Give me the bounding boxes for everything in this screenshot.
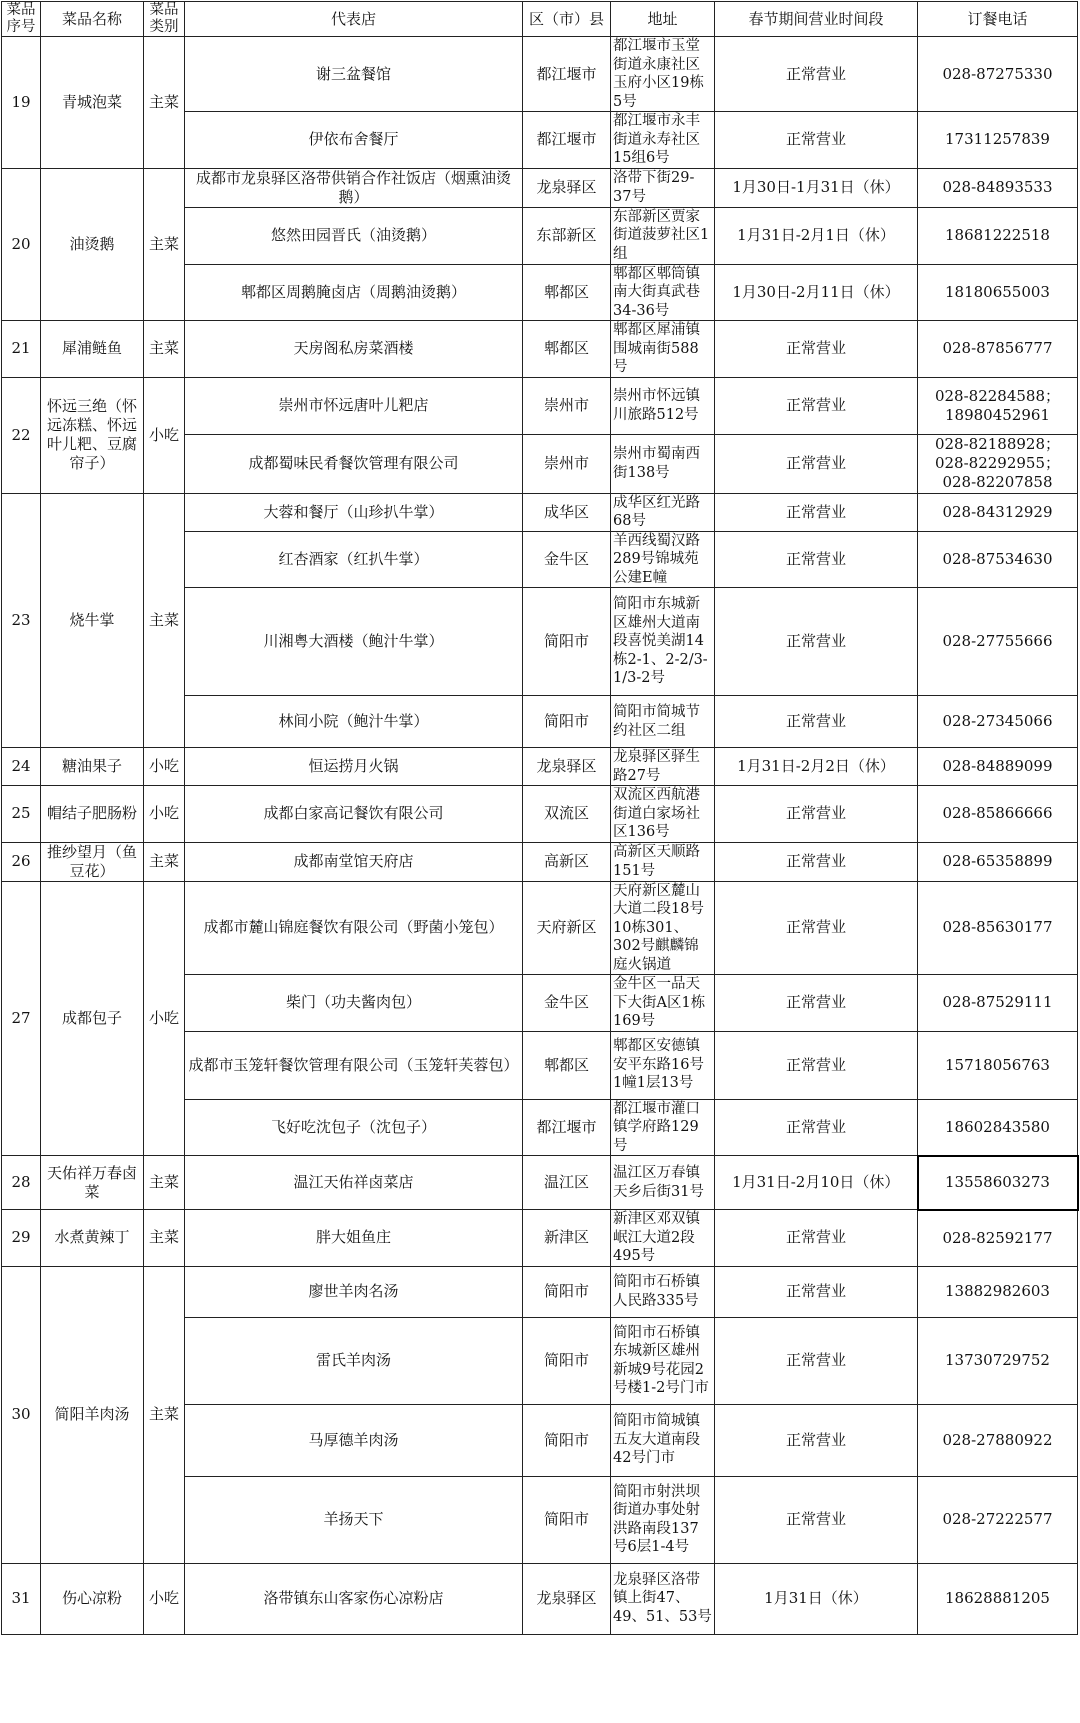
address-cell: 简阳市石桥镇东城新区雄州新城9号花园2号楼1-2号门市 bbox=[611, 1317, 715, 1404]
dish-number-cell: 31 bbox=[2, 1563, 41, 1634]
table-row bbox=[2, 377, 1078, 434]
address-cell: 都江堰市永丰街道永寿社区15组6号 bbox=[611, 112, 715, 169]
phone-cell: 13882982603 bbox=[918, 1266, 1078, 1317]
holiday-hours-cell: 正常营业 bbox=[715, 434, 918, 493]
holiday-hours-cell: 1月31日-2月2日（休） bbox=[715, 748, 918, 786]
shop-name-cell: 郫都区周鹅腌卤店（周鹅油烫鹅） bbox=[185, 264, 523, 321]
dish-type-cell: 主菜 bbox=[144, 321, 185, 378]
holiday-hours-cell: 正常营业 bbox=[715, 1317, 918, 1404]
dish-name-cell: 简阳羊肉汤 bbox=[41, 1266, 144, 1563]
dish-type-cell: 小吃 bbox=[144, 1563, 185, 1634]
dish-name-cell: 推纱望月（鱼豆花） bbox=[41, 842, 144, 881]
dish-number-cell: 27 bbox=[2, 881, 41, 1156]
district-cell: 东部新区 bbox=[523, 207, 611, 264]
header-address: 地址 bbox=[611, 2, 715, 37]
address-cell: 崇州市蜀南西街138号 bbox=[611, 434, 715, 493]
phone-cell: 028-87529111 bbox=[918, 975, 1078, 1032]
dish-number-cell: 20 bbox=[2, 168, 41, 321]
table-row bbox=[2, 842, 1078, 881]
district-cell: 都江堰市 bbox=[523, 1099, 611, 1156]
address-cell: 简阳市射洪坝街道办事处射洪路南段137号6层1-4号 bbox=[611, 1476, 715, 1563]
holiday-hours-cell: 正常营业 bbox=[715, 588, 918, 696]
holiday-hours-cell: 正常营业 bbox=[715, 112, 918, 169]
shop-name-cell: 成都白家高记餐饮有限公司 bbox=[185, 786, 523, 843]
phone-cell: 028-87856777 bbox=[918, 321, 1078, 378]
holiday-hours-cell: 1月31日（休） bbox=[715, 1563, 918, 1634]
dish-number-cell: 22 bbox=[2, 377, 41, 493]
header-dish-type: 菜品类别 bbox=[144, 2, 185, 37]
shop-name-cell: 马厚德羊肉汤 bbox=[185, 1404, 523, 1476]
district-cell: 龙泉驿区 bbox=[523, 1563, 611, 1634]
district-cell: 简阳市 bbox=[523, 1266, 611, 1317]
holiday-hours-cell: 正常营业 bbox=[715, 531, 918, 588]
holiday-hours-cell: 正常营业 bbox=[715, 975, 918, 1032]
phone-cell: 028-85866666 bbox=[918, 786, 1078, 843]
dish-name-cell: 糖油果子 bbox=[41, 748, 144, 786]
header-district: 区（市）县 bbox=[523, 2, 611, 37]
district-cell: 龙泉驿区 bbox=[523, 748, 611, 786]
shop-name-cell: 伊依布舍餐厅 bbox=[185, 112, 523, 169]
phone-cell: 028-85630177 bbox=[918, 881, 1078, 975]
table-row bbox=[2, 1266, 1078, 1317]
dish-number-cell: 21 bbox=[2, 321, 41, 378]
phone-cell: 028-27755666 bbox=[918, 588, 1078, 696]
phone-cell: 028-82188928；028-82292955；028-82207858 bbox=[918, 434, 1078, 493]
shop-name-cell: 洛带镇东山客家伤心凉粉店 bbox=[185, 1563, 523, 1634]
dish-number-cell: 19 bbox=[2, 37, 41, 169]
dish-type-cell: 主菜 bbox=[144, 1266, 185, 1563]
shop-name-cell: 廖世羊肉名汤 bbox=[185, 1266, 523, 1317]
table-row bbox=[2, 493, 1078, 531]
address-cell: 新津区邓双镇岷江大道2段495号 bbox=[611, 1210, 715, 1267]
dish-number-cell: 28 bbox=[2, 1156, 41, 1210]
phone-cell: 028-27222577 bbox=[918, 1476, 1078, 1563]
dish-name-cell: 成都包子 bbox=[41, 881, 144, 1156]
address-cell: 双流区西航港街道白家场社区136号 bbox=[611, 786, 715, 843]
dish-type-cell: 主菜 bbox=[144, 842, 185, 881]
district-cell: 天府新区 bbox=[523, 881, 611, 975]
phone-cell: 18628881205 bbox=[918, 1563, 1078, 1634]
district-cell: 简阳市 bbox=[523, 588, 611, 696]
district-cell: 崇州市 bbox=[523, 377, 611, 434]
shop-name-cell: 成都市麓山锦庭餐饮有限公司（野菌小笼包） bbox=[185, 881, 523, 975]
address-cell: 郫都区郫筒镇南大街真武巷34-36号 bbox=[611, 264, 715, 321]
dish-name-cell: 帽结子肥肠粉 bbox=[41, 786, 144, 843]
dish-name-cell: 油烫鹅 bbox=[41, 168, 144, 321]
holiday-hours-cell: 正常营业 bbox=[715, 1210, 918, 1267]
district-cell: 温江区 bbox=[523, 1156, 611, 1210]
dish-type-cell: 主菜 bbox=[144, 37, 185, 169]
district-cell: 郫都区 bbox=[523, 264, 611, 321]
phone-cell: 028-82284588；18980452961 bbox=[918, 377, 1078, 434]
address-cell: 都江堰市灌口镇学府路129号 bbox=[611, 1099, 715, 1156]
phone-cell: 18180655003 bbox=[918, 264, 1078, 321]
district-cell: 郫都区 bbox=[523, 321, 611, 378]
address-cell: 简阳市简城节约社区二组 bbox=[611, 696, 715, 748]
holiday-hours-cell: 正常营业 bbox=[715, 881, 918, 975]
shop-name-cell: 飞好吃沈包子（沈包子） bbox=[185, 1099, 523, 1156]
district-cell: 都江堰市 bbox=[523, 37, 611, 112]
shop-name-cell: 天房阁私房菜酒楼 bbox=[185, 321, 523, 378]
holiday-hours-cell: 正常营业 bbox=[715, 786, 918, 843]
district-cell: 简阳市 bbox=[523, 1317, 611, 1404]
district-cell: 简阳市 bbox=[523, 1476, 611, 1563]
district-cell: 郫都区 bbox=[523, 1031, 611, 1099]
phone-cell: 028-65358899 bbox=[918, 842, 1078, 881]
district-cell: 简阳市 bbox=[523, 696, 611, 748]
dish-type-cell: 小吃 bbox=[144, 377, 185, 493]
dish-name-cell: 天佑祥万春卤菜 bbox=[41, 1156, 144, 1210]
district-cell: 龙泉驿区 bbox=[523, 168, 611, 207]
phone-cell: 18602843580 bbox=[918, 1099, 1078, 1156]
address-cell: 天府新区麓山大道二段18号10栋301、302号麒麟锦庭火锅道 bbox=[611, 881, 715, 975]
shop-name-cell: 温江天佑祥卤菜店 bbox=[185, 1156, 523, 1210]
holiday-hours-cell: 正常营业 bbox=[715, 1266, 918, 1317]
dish-type-cell: 主菜 bbox=[144, 493, 185, 748]
dish-type-cell: 小吃 bbox=[144, 748, 185, 786]
shop-name-cell: 大蓉和餐厅（山珍扒牛掌） bbox=[185, 493, 523, 531]
dish-type-cell: 主菜 bbox=[144, 1156, 185, 1210]
header-dish-name: 菜品名称 bbox=[41, 2, 144, 37]
shop-name-cell: 胖大姐鱼庄 bbox=[185, 1210, 523, 1267]
holiday-hours-cell: 正常营业 bbox=[715, 1404, 918, 1476]
district-cell: 双流区 bbox=[523, 786, 611, 843]
address-cell: 郫都区安德镇安平东路16号1幢1层13号 bbox=[611, 1031, 715, 1099]
holiday-hours-cell: 正常营业 bbox=[715, 37, 918, 112]
restaurant-table bbox=[1, 1, 1079, 1635]
address-cell: 高新区天顺路151号 bbox=[611, 842, 715, 881]
holiday-hours-cell: 1月31日-2月10日（休） bbox=[715, 1156, 918, 1210]
district-cell: 都江堰市 bbox=[523, 112, 611, 169]
shop-name-cell: 成都市龙泉驿区洛带供销合作社饭店（烟熏油烫鹅） bbox=[185, 168, 523, 207]
phone-cell: 13558603273 bbox=[918, 1156, 1078, 1210]
holiday-hours-cell: 1月31日-2月1日（休） bbox=[715, 207, 918, 264]
holiday-hours-cell: 正常营业 bbox=[715, 1031, 918, 1099]
holiday-hours-cell: 1月30日-2月11日（休） bbox=[715, 264, 918, 321]
table-row bbox=[2, 748, 1078, 786]
phone-cell: 17311257839 bbox=[918, 112, 1078, 169]
shop-name-cell: 雷氏羊肉汤 bbox=[185, 1317, 523, 1404]
shop-name-cell: 川湘粤大酒楼（鲍汁牛掌） bbox=[185, 588, 523, 696]
table-row bbox=[2, 321, 1078, 378]
shop-name-cell: 柴门（功夫酱肉包） bbox=[185, 975, 523, 1032]
shop-name-cell: 成都蜀味民肴餐饮管理有限公司 bbox=[185, 434, 523, 493]
district-cell: 金牛区 bbox=[523, 531, 611, 588]
phone-cell: 18681222518 bbox=[918, 207, 1078, 264]
holiday-hours-cell: 正常营业 bbox=[715, 493, 918, 531]
phone-cell: 13730729752 bbox=[918, 1317, 1078, 1404]
holiday-hours-cell: 正常营业 bbox=[715, 1099, 918, 1156]
dish-number-cell: 24 bbox=[2, 748, 41, 786]
table-header bbox=[2, 2, 1078, 37]
district-cell: 崇州市 bbox=[523, 434, 611, 493]
phone-cell: 028-84889099 bbox=[918, 748, 1078, 786]
dish-name-cell: 烧牛掌 bbox=[41, 493, 144, 748]
address-cell: 简阳市简城镇五友大道南段42号门市 bbox=[611, 1404, 715, 1476]
shop-name-cell: 成都市玉笼轩餐饮管理有限公司（玉笼轩芙蓉包） bbox=[185, 1031, 523, 1099]
holiday-hours-cell: 正常营业 bbox=[715, 696, 918, 748]
shop-name-cell: 羊扬天下 bbox=[185, 1476, 523, 1563]
dish-number-cell: 23 bbox=[2, 493, 41, 748]
address-cell: 羊西线蜀汉路289号锦城苑公建E幢 bbox=[611, 531, 715, 588]
address-cell: 龙泉驿区洛带镇上街47、49、51、53号 bbox=[611, 1563, 715, 1634]
table-row bbox=[2, 1156, 1078, 1210]
district-cell: 成华区 bbox=[523, 493, 611, 531]
phone-cell: 028-84312929 bbox=[918, 493, 1078, 531]
holiday-hours-cell: 1月30日-1月31日（休） bbox=[715, 168, 918, 207]
shop-name-cell: 崇州市怀远唐叶儿粑店 bbox=[185, 377, 523, 434]
district-cell: 简阳市 bbox=[523, 1404, 611, 1476]
dish-number-cell: 30 bbox=[2, 1266, 41, 1563]
header-representative-shop: 代表店 bbox=[185, 2, 523, 37]
address-cell: 简阳市石桥镇人民路335号 bbox=[611, 1266, 715, 1317]
table-body bbox=[2, 37, 1078, 1635]
shop-name-cell: 成都南堂馆天府店 bbox=[185, 842, 523, 881]
phone-cell: 15718056763 bbox=[918, 1031, 1078, 1099]
phone-cell: 028-87275330 bbox=[918, 37, 1078, 112]
district-cell: 高新区 bbox=[523, 842, 611, 881]
phone-cell: 028-87534630 bbox=[918, 531, 1078, 588]
table-row bbox=[2, 1210, 1078, 1267]
shop-name-cell: 恒运捞月火锅 bbox=[185, 748, 523, 786]
dish-type-cell: 小吃 bbox=[144, 786, 185, 843]
dish-name-cell: 水煮黄辣丁 bbox=[41, 1210, 144, 1267]
holiday-hours-cell: 正常营业 bbox=[715, 1476, 918, 1563]
dish-number-cell: 29 bbox=[2, 1210, 41, 1267]
header-dish-no: 菜品序号 bbox=[2, 2, 41, 37]
dish-type-cell: 主菜 bbox=[144, 1210, 185, 1267]
phone-cell: 028-82592177 bbox=[918, 1210, 1078, 1267]
district-cell: 新津区 bbox=[523, 1210, 611, 1267]
table-row bbox=[2, 168, 1078, 207]
address-cell: 都江堰市玉堂街道永康社区玉府小区19栋5号 bbox=[611, 37, 715, 112]
phone-cell: 028-27880922 bbox=[918, 1404, 1078, 1476]
table-row bbox=[2, 881, 1078, 975]
address-cell: 崇州市怀远镇川旅路512号 bbox=[611, 377, 715, 434]
address-cell: 金牛区一品天下大街A区1栋169号 bbox=[611, 975, 715, 1032]
phone-cell: 028-84893533 bbox=[918, 168, 1078, 207]
address-cell: 简阳市东城新区雄州大道南段喜悦美湖14栋2-1、2-2/3-1/3-2号 bbox=[611, 588, 715, 696]
dish-name-cell: 怀远三绝（怀远冻糕、怀远叶儿粑、豆腐帘子） bbox=[41, 377, 144, 493]
dish-name-cell: 伤心凉粉 bbox=[41, 1563, 144, 1634]
table-row bbox=[2, 37, 1078, 112]
dish-name-cell: 犀浦鲢鱼 bbox=[41, 321, 144, 378]
table-row bbox=[2, 786, 1078, 843]
header-row bbox=[2, 2, 1078, 37]
address-cell: 郫都区犀浦镇围城南街588号 bbox=[611, 321, 715, 378]
shop-name-cell: 悠然田园晋氏（油烫鹅） bbox=[185, 207, 523, 264]
header-holiday-hours: 春节期间营业时间段 bbox=[715, 2, 918, 37]
district-cell: 金牛区 bbox=[523, 975, 611, 1032]
phone-cell: 028-27345066 bbox=[918, 696, 1078, 748]
holiday-hours-cell: 正常营业 bbox=[715, 842, 918, 881]
address-cell: 成华区红光路68号 bbox=[611, 493, 715, 531]
shop-name-cell: 谢三盆餐馆 bbox=[185, 37, 523, 112]
shop-name-cell: 红杏酒家（红扒牛掌） bbox=[185, 531, 523, 588]
address-cell: 龙泉驿区驿生路27号 bbox=[611, 748, 715, 786]
address-cell: 温江区万春镇天乡后街31号 bbox=[611, 1156, 715, 1210]
dish-type-cell: 主菜 bbox=[144, 168, 185, 321]
holiday-hours-cell: 正常营业 bbox=[715, 377, 918, 434]
address-cell: 洛带下街29-37号 bbox=[611, 168, 715, 207]
table-row bbox=[2, 1563, 1078, 1634]
dish-number-cell: 25 bbox=[2, 786, 41, 843]
holiday-hours-cell: 正常营业 bbox=[715, 321, 918, 378]
dish-type-cell: 小吃 bbox=[144, 881, 185, 1156]
dish-name-cell: 青城泡菜 bbox=[41, 37, 144, 169]
address-cell: 东部新区贾家街道菠萝社区1组 bbox=[611, 207, 715, 264]
header-order-phone: 订餐电话 bbox=[918, 2, 1078, 37]
shop-name-cell: 林间小院（鲍汁牛掌） bbox=[185, 696, 523, 748]
dish-number-cell: 26 bbox=[2, 842, 41, 881]
